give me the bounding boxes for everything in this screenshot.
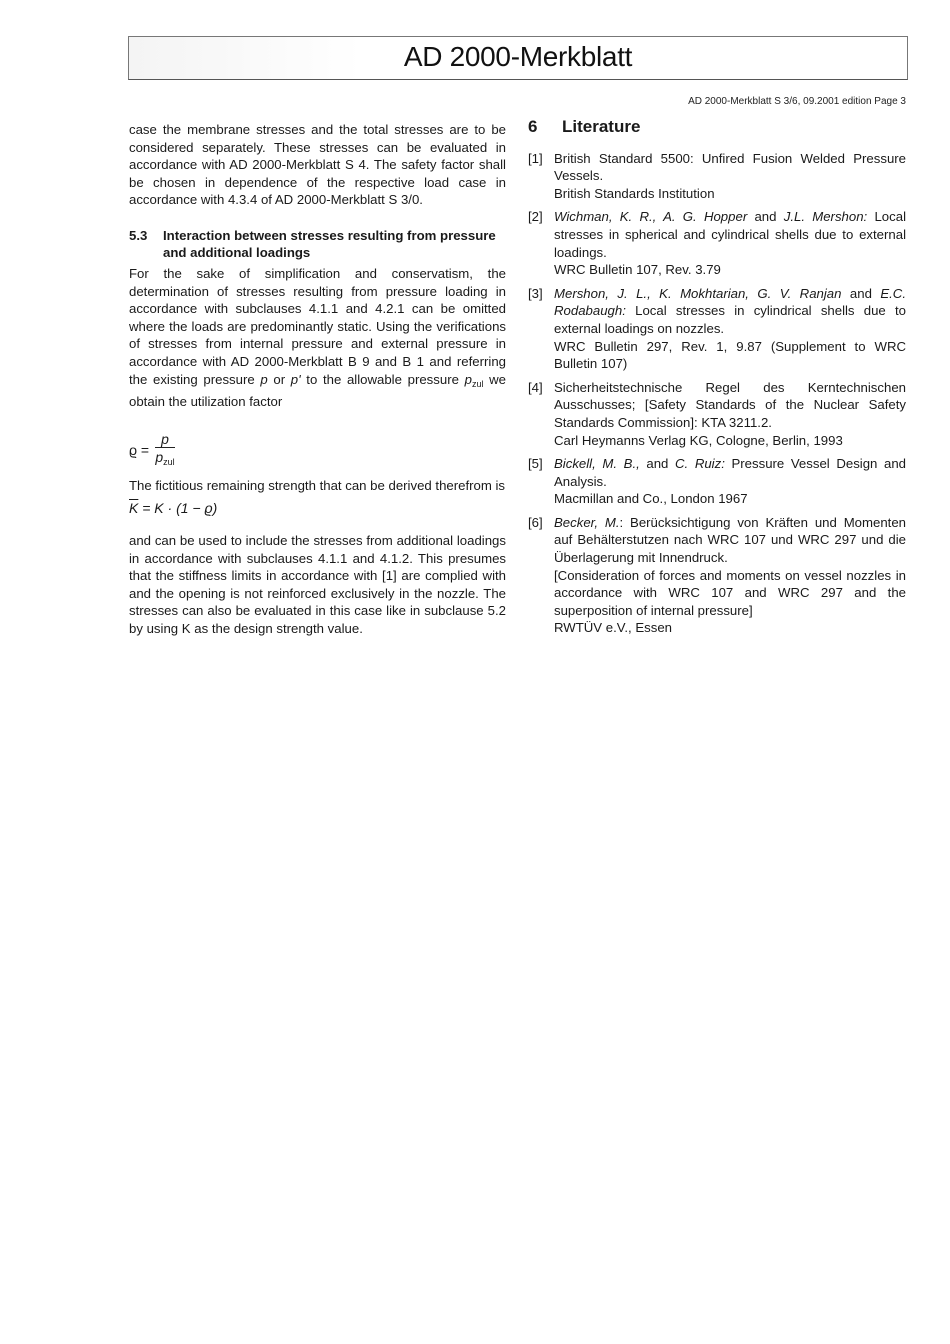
reference-body <box>554 455 906 508</box>
reference-number: [6] <box>528 514 543 530</box>
text-segment: or <box>267 371 291 387</box>
text-segment: and <box>841 285 881 301</box>
right-column <box>528 118 906 643</box>
reference-number: [2] <box>528 209 543 225</box>
reference-translation: [Consideration of forces and moments on vessel nozzles in accordance with WRC 107 and WRC 297 and the superposition of internal pressure] <box>554 567 906 618</box>
utilization-paragraph <box>129 265 506 411</box>
reference-item <box>528 514 906 637</box>
reference-authors: Becker, M. <box>554 514 620 530</box>
reference-authors: E.C. Rodabaugh: <box>554 285 906 319</box>
text-segment: and <box>747 209 784 225</box>
reference-title: Pressure Vessel Design and Analysis. <box>554 456 906 489</box>
text-segment: and <box>639 456 676 472</box>
k-bar: $\overline{K}$ <box>129 500 139 517</box>
reference-number: [3] <box>528 285 543 301</box>
variable-p-prime: p' <box>290 371 301 387</box>
reference-body <box>554 150 906 203</box>
reference-text: British Standard 5500: Unfired Fusion Welded Pressure Vessels. <box>554 150 906 184</box>
reference-text <box>554 208 906 261</box>
formula-fraction <box>155 431 175 471</box>
denominator-var: p <box>155 448 164 465</box>
denominator-subscript: zul <box>163 456 175 467</box>
text-segment: we obtain the utilization factor <box>129 371 506 410</box>
reference-publisher: Macmillan and Co., London 1967 <box>554 491 748 507</box>
reference-body <box>554 379 906 449</box>
reference-item <box>528 208 906 278</box>
left-column <box>129 121 506 637</box>
reference-text <box>554 285 906 338</box>
reference-item <box>528 379 906 449</box>
page-meta: AD 2000-Merkblatt S 3/6, 09.2001 edition Page 3 <box>688 96 906 107</box>
section-number: 5.3 <box>129 227 148 243</box>
formula-rest: = K · (1 − ϱ) <box>138 500 218 517</box>
remaining-strength-paragraph: The fictitious remaining strength that can be derived therefrom is <box>129 477 506 493</box>
reference-authors: Wichman, K. R., A. G. Hopper <box>554 209 748 225</box>
reference-number: [5] <box>528 456 543 472</box>
section-title: Interaction between stresses resulting from pressure and additional loadings <box>163 227 496 260</box>
reference-authors: C. Ruiz: <box>675 456 725 472</box>
reference-title: : Berücksichtigung von Kräften und Momenten auf Behälterstutzen nach WRC 107 und WRC 297 und die Überlagerung mit Innendruck. <box>554 514 907 566</box>
additional-loadings-paragraph: and can be used to include the stresses from additional loadings in accordance with subclauses 4.1.1 and 4.1.2. This presumes that the stiffness limits in accordance with [1] are complied with and the opening is not reinforced exclusively in the nozzle. The stresses can also be evaluated in this case like in subclause 5.2 by using K as the design strength value. <box>129 532 506 636</box>
text-segment: to the allowable pressure <box>300 371 465 387</box>
reference-text <box>554 514 906 567</box>
reference-number: [1] <box>528 150 543 166</box>
text-segment: For the sake of simplification and conservatism, the determination of stresses resulting from pressure loading in accordance with subclauses 4.1.1 and 4.2.1 can be omitted where the loads are predominantly static. Using the verifications of stresses from internal pressure and external pressure in accordance with AD 2000-Merkblatt B 9 and B 1 and referring the existing pressure <box>129 265 506 387</box>
subscript-zul: zul <box>471 378 484 389</box>
reference-text <box>554 455 906 490</box>
reference-item <box>528 455 906 508</box>
reference-publisher: RWTÜV e.V., Essen <box>554 620 672 636</box>
reference-publisher: WRC Bulletin 107, Rev. 3.79 <box>554 262 721 278</box>
reference-item <box>528 150 906 203</box>
variable-p: p <box>260 371 268 387</box>
reference-text: Sicherheitstechnische Regel des Kerntechnischen Ausschusses; [Safety Standards of the Nuclear Safety Standards Commission]: KTA 3211.2. <box>554 379 906 430</box>
header-box <box>128 36 908 80</box>
fraction-denominator <box>155 448 174 471</box>
remaining-strength-formula <box>129 500 506 518</box>
reference-publisher: WRC Bulletin 297, Rev. 1, 9.87 (Supplement to WRC Bulletin 107) <box>554 338 906 372</box>
literature-number: 6 <box>528 117 538 136</box>
reference-authors: Mershon, J. L., K. Mokhtarian, G. V. Ranjan <box>554 285 842 301</box>
reference-authors: Bickell, M. B., <box>554 456 640 472</box>
intro-paragraph: case the membrane stresses and the total stresses are to be considered separately. These stresses can be evaluated in accordance with AD 2000-Merkblatt S 4. The safety factor shall be chosen in dependence of the respective load case in accordance with 4.3.4 of AD 2000-Merkblatt S 3/0. <box>129 122 506 208</box>
reference-body <box>554 208 906 278</box>
reference-number: [4] <box>528 379 543 395</box>
reference-body <box>554 285 906 373</box>
literature-title: Literature <box>562 117 641 136</box>
variable-p-zul: p <box>464 371 472 387</box>
fraction-numerator: p <box>155 431 175 448</box>
section-heading-5-3 <box>129 227 506 261</box>
formula-lhs: ϱ = <box>129 441 150 458</box>
reference-body <box>554 514 906 637</box>
literature-heading <box>528 118 906 136</box>
reference-item <box>528 285 906 373</box>
utilization-formula <box>129 431 506 471</box>
reference-authors: J.L. Mershon: <box>783 209 868 225</box>
reference-title: Local stresses in spherical and cylindrical shells due to external loadings. <box>554 209 906 260</box>
reference-title: Local stresses in cylindrical shells due to external loadings on nozzles. <box>554 303 906 336</box>
document-title: AD 2000-Merkblatt <box>403 41 633 72</box>
reference-publisher: British Standards Institution <box>554 185 715 201</box>
reference-publisher: Carl Heymanns Verlag KG, Cologne, Berlin, 1993 <box>554 432 843 448</box>
